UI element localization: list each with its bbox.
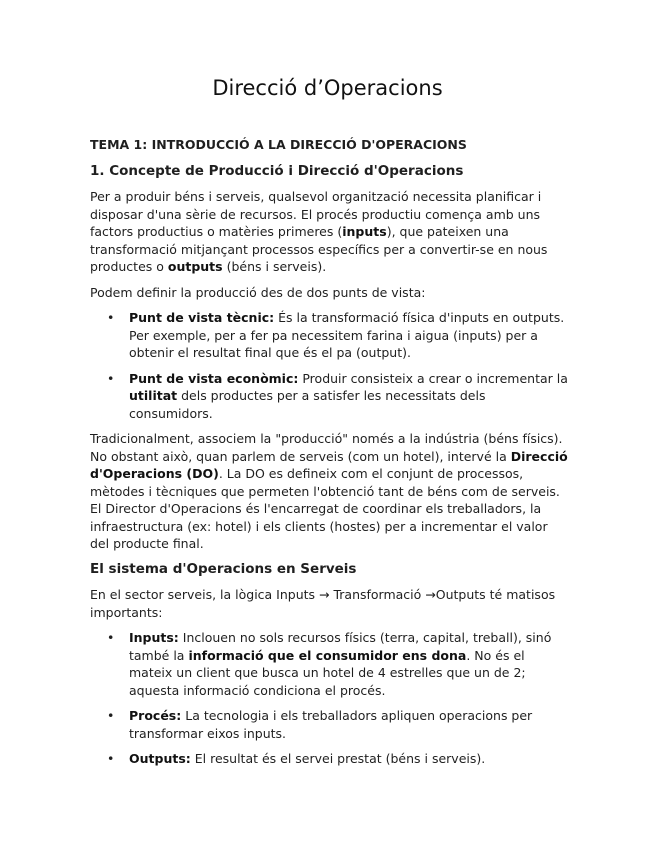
section-heading-concepte: 1. Concepte de Producció i Direcció d'Operacions xyxy=(90,162,464,179)
section-heading-sistema-serveis: El sistema d'Operacions en Serveis xyxy=(90,560,357,577)
paragraph-sector-serveis: En el sector serveis, la lògica Inputs → Transformació →Outputs té matisos importants: xyxy=(90,587,556,620)
document-title: Direcció d’Operacions xyxy=(212,76,443,100)
list-item: • Punt de vista tècnic: És la transformació física d'inputs en outputs. Per exemple, per a fer pa necessitem farina i aigua (inputs) per a obtenir el resultat final que és el pa (output). xyxy=(107,310,565,360)
bullet-list-punts-de-vista xyxy=(90,309,570,422)
list-item: • Outputs: El resultat és el servei prestat (béns i serveis). xyxy=(107,751,486,766)
bullet-icon: • xyxy=(107,630,115,645)
document-content xyxy=(90,136,570,776)
bullet-list-serveis xyxy=(90,629,570,768)
paragraph-direccio-operacions: Tradicionalment, associem la "producció" només a la indústria (béns físics). No obstant això, quan parlem de serveis (com un hotel), intervé la Direcció d'Operacions (DO). La DO es defineix com el conjunt de processos, mètodes i tècniques que permeten l'obtenció tant de béns com de serveis. El Director d'Operacions és l'encarregat de coordinar els treballadors, la infraestructura (ex: hotel) i els clients (hostes) per a incrementar el valor del producte final. xyxy=(90,431,568,551)
list-item: • Procés: La tecnologia i els treballadors apliquen operacions per transformar eixos inputs. xyxy=(107,708,533,741)
bullet-icon: • xyxy=(107,751,115,766)
term-inputs: inputs xyxy=(342,224,387,239)
list-item: • Punt de vista econòmic: Produir consisteix a crear o incrementar la utilitat dels productes per a satisfer les necessitats dels consumidors. xyxy=(107,370,568,421)
paragraph-punts-de-vista: Podem definir la producció des de dos punts de vista: xyxy=(90,284,426,300)
bullet-icon: • xyxy=(107,310,115,325)
term-outputs: outputs xyxy=(167,259,223,274)
tema-heading: TEMA 1: INTRODUCCIÓ A LA DIRECCIÓ D'OPERACIONS xyxy=(90,137,467,152)
bullet-icon: • xyxy=(107,708,115,723)
paragraph-produccio-intro: Per a produir béns i serveis, qualsevol organització necessita planificar i disposar d'una sèrie de recursos. El procés productiu comença amb uns factors productius o matèries primeres (inputs), que pateixen una transformació mitjançant processos específics per a convertir-se en nous productes o outputs (béns i serveis). xyxy=(90,189,548,274)
bullet-icon: • xyxy=(107,370,115,386)
term-direccio-operacions: Direcció d'Operacions (DO) xyxy=(90,448,568,481)
list-item: • Inputs: Inclouen no sols recursos físics (terra, capital, treball), sinó també la informació que el consumidor ens dona. No és el mateix un client que busca un hotel de 4 estrelles que un de 2; aquesta informació condiciona el procés. xyxy=(107,630,552,698)
